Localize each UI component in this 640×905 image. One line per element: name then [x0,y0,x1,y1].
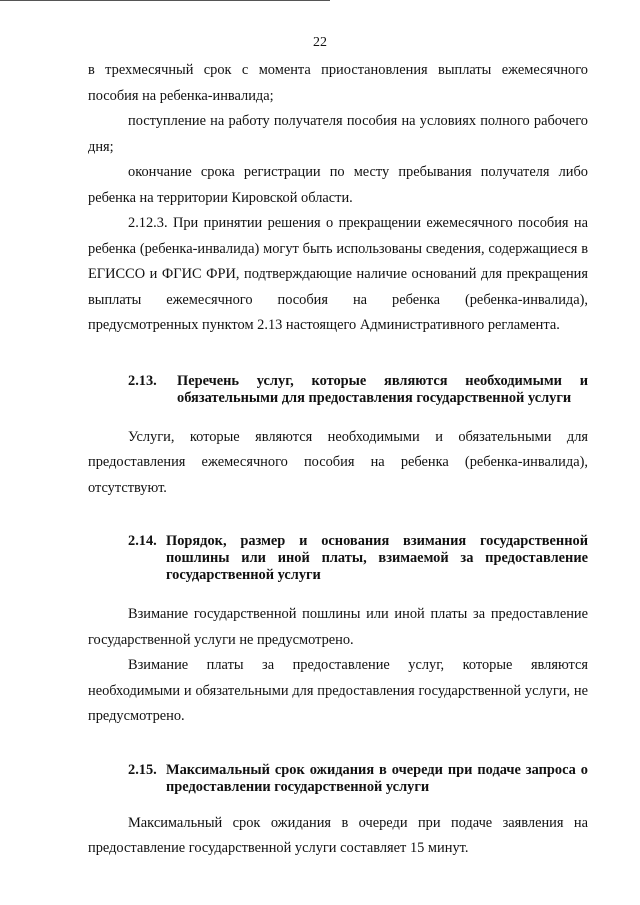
paragraph: Взимание государственной пошлины или иной платы за предоставление государственной услуги не предусмотрено. [88,606,588,648]
section-heading-2-13 [128,373,588,407]
section-heading-2-14 [128,533,588,584]
page-number: 22 [313,35,327,50]
paragraph: Максимальный срок ожидания в очереди при подаче заявления на предоставление государственной услуги составляет 15 минут. [88,814,588,856]
section-title: Перечень услуг, которые являются необходимыми и обязательными для предоставления государственной услуги [177,372,588,406]
paragraph: поступление на работу получателя пособия на условиях полного рабочего дня; [88,113,588,155]
section-number: 2.14. [128,533,157,549]
paragraph: окончание срока регистрации по месту пребывания получателя либо ребенка на территории Кировской области. [88,164,588,206]
section-title: Максимальный срок ожидания в очереди при подаче запроса о предоставлении государственной услуги [166,761,588,795]
section-number: 2.13. [128,372,157,389]
document-body [88,58,588,862]
section-number: 2.15. [128,761,157,778]
section-title: Порядок, размер и основания взимания государственной пошлины или иной платы, взимаемой за предоставление государственной услуги [166,533,588,583]
paragraph: 2.12.3. При принятии решения о прекращении ежемесячного пособия на ребенка (ребенка-инвалида) могут быть использованы сведения, содержащиеся в ЕГИССО и ФГИС ФРИ, подтверждающие наличие оснований для прекращения выплаты ежемесячного пособия на ребенка (ребенка-инвалида), предусмотренных пунктом 2.13 настоящего Административного регламента. [88,215,588,333]
paragraph: Взимание платы за предоставление услуг, которые являются необходимыми и обязательными для предоставления государственной услуги, не предусмотрено. [88,657,588,724]
section-heading-2-15 [128,762,588,796]
paragraph: в трехмесячный срок с момента приостановления выплаты ежемесячного пособия на ребенка-инвалида; [88,62,588,104]
paragraph: Услуги, которые являются необходимыми и обязательными для предоставления ежемесячного пособия на ребенка (ребенка-инвалида), отсутствуют. [88,428,588,496]
top-rule [0,0,330,1]
